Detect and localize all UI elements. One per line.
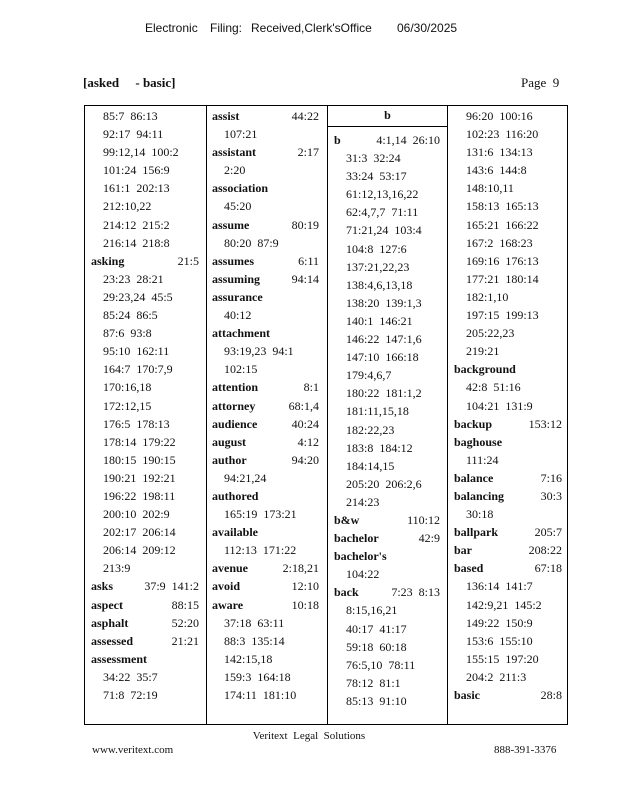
page-line-refs: 76:5,10 78:11 <box>346 657 416 672</box>
index-entry <box>454 469 562 487</box>
page-line-refs: 85:7 86:13 <box>103 109 158 123</box>
page-line-refs: 214:12 215:2 <box>103 217 170 232</box>
index-entry <box>212 288 319 306</box>
page-line-refs: 172:12,15 <box>103 398 152 413</box>
footer-company: Veritext Legal Solutions <box>252 730 366 742</box>
page-line-refs: 80:20 87:9 <box>224 235 279 250</box>
index-word: bachelor <box>334 531 379 546</box>
index-entry <box>91 577 199 595</box>
page-line-refs: 87:6 93:8 <box>103 326 152 341</box>
page-line-refs: 92:17 94:11 <box>103 127 164 142</box>
page-line-refs: 205:7 <box>534 525 562 540</box>
page-line-refs: 34:22 35:7 <box>103 669 158 684</box>
index-entry <box>334 131 440 149</box>
index-word: asks <box>91 579 114 594</box>
page-line-refs: 137:21,22,23 <box>346 259 410 274</box>
page-line-refs: 2:18,21 <box>282 561 319 576</box>
index-table <box>84 105 568 725</box>
page-line-refs: 159:3 164:18 <box>224 669 291 684</box>
index-entry <box>334 529 440 547</box>
index-word: balance <box>454 470 494 485</box>
index-entry <box>212 415 319 433</box>
page-line-refs: 78:12 81:1 <box>346 675 401 690</box>
index-entry <box>212 143 319 161</box>
page-line-refs: 143:6 144:8 <box>466 163 527 178</box>
page-line-refs: 102:15 <box>224 362 258 377</box>
index-entry <box>212 487 319 505</box>
page-line-refs: 31:3 32:24 <box>346 151 401 166</box>
index-word: assuming <box>212 271 261 286</box>
index-word: avoid <box>212 579 241 594</box>
index-word: aware <box>212 597 244 612</box>
page-line-refs: 44:22 <box>291 109 319 123</box>
index-column-3 <box>328 106 447 710</box>
page-line-refs: 196:22 198:11 <box>103 488 176 503</box>
index-word: asphalt <box>91 615 129 630</box>
index-entry <box>212 107 319 125</box>
index-word: assessment <box>91 651 147 666</box>
page-line-refs: 94:21,24 <box>224 470 267 485</box>
index-entry <box>91 252 199 270</box>
page-line-refs: 8:15,16,21 <box>346 603 398 618</box>
page-line-refs: 158:13 165:13 <box>466 199 539 214</box>
index-entry <box>454 487 562 505</box>
page-line-refs: 165:19 173:21 <box>224 507 297 522</box>
page-line-refs: 40:12 <box>224 308 252 323</box>
page-line-refs: 2:20 <box>224 163 246 178</box>
index-word: attorney <box>212 398 256 413</box>
page-line-refs: 170:16,18 <box>103 380 152 395</box>
page-line-refs: 52:20 <box>171 615 199 630</box>
page-line-refs: 4:1,14 26:10 <box>376 133 440 147</box>
index-entry <box>334 547 440 565</box>
page-line-refs: 7:23 8:13 <box>391 585 440 600</box>
index-word: back <box>334 585 359 600</box>
page-line-refs: 136:14 141:7 <box>466 579 533 594</box>
index-column-1 <box>91 107 199 704</box>
footer-phone: 888-391-3376 <box>494 744 557 756</box>
page-line-refs: 94:14 <box>291 271 319 286</box>
page-line-refs: 205:22,23 <box>466 326 515 341</box>
page-line-refs: 68:1,4 <box>288 398 319 413</box>
page-line-refs: 208:22 <box>528 543 562 558</box>
index-entry <box>454 433 562 451</box>
page-line-refs: 110:12 <box>407 512 440 527</box>
page-line-refs: 95:10 162:11 <box>103 344 170 359</box>
index-entry <box>334 583 440 601</box>
index-entry <box>212 523 319 541</box>
page-line-refs: 176:5 178:13 <box>103 416 170 431</box>
page-line-refs: 164:7 170:7,9 <box>103 362 173 377</box>
page-line-refs: 112:13 171:22 <box>224 543 297 558</box>
index-word: assurance <box>212 289 263 304</box>
index-word: asking <box>91 253 125 268</box>
page-number: Page 9 <box>521 75 560 90</box>
index-entry <box>454 559 562 577</box>
index-entry <box>212 252 319 270</box>
index-word: author <box>212 452 247 467</box>
index-word: based <box>454 561 484 576</box>
index-entry <box>334 511 440 529</box>
index-word: avenue <box>212 561 248 576</box>
page-line-refs: 138:20 139:1,3 <box>346 295 422 310</box>
index-column-4 <box>454 107 562 704</box>
index-entry <box>454 686 562 704</box>
index-word: authored <box>212 488 259 503</box>
page-line-refs: 104:21 131:9 <box>466 398 533 413</box>
index-entry <box>454 541 562 559</box>
index-range: [asked - basic] <box>83 75 176 90</box>
page-line-refs: 142:15,18 <box>224 651 273 666</box>
index-entry <box>454 415 562 433</box>
index-entry <box>454 523 562 541</box>
page-line-refs: 7:16 <box>540 470 562 485</box>
page-line-refs: 42:9 <box>418 531 440 546</box>
page-line-refs: 180:22 181:1,2 <box>346 386 422 401</box>
page-line-refs: 200:10 202:9 <box>103 507 170 522</box>
index-word: attachment <box>212 326 270 341</box>
page-line-refs: 140:1 146:21 <box>346 313 413 328</box>
page-line-refs: 8:1 <box>303 380 319 395</box>
index-entry <box>212 451 319 469</box>
page-line-refs: 21:5 <box>177 253 199 268</box>
index-entry <box>91 596 199 614</box>
page-line-refs: 148:10,11 <box>466 181 514 196</box>
page-line-refs: 174:11 181:10 <box>224 688 297 702</box>
page-line-refs: 59:18 60:18 <box>346 639 407 654</box>
page-line-refs: 149:22 150:9 <box>466 615 533 630</box>
index-word: bar <box>454 543 472 558</box>
letter-heading: b <box>384 108 391 122</box>
page-line-refs: 205:20 206:2,6 <box>346 476 422 491</box>
page-line-refs: 45:20 <box>224 199 252 214</box>
page-line-refs: 29:23,24 45:5 <box>103 289 173 304</box>
index-word: assumes <box>212 253 255 268</box>
page-line-refs: 12:10 <box>291 579 319 594</box>
page-line-refs: 142:9,21 145:2 <box>466 597 542 612</box>
page-line-refs: 21:21 <box>171 633 199 648</box>
page-line-refs: 102:23 116:20 <box>466 127 539 142</box>
index-word: audience <box>212 416 258 431</box>
page-line-refs: 213:9 <box>103 561 131 576</box>
index-word: b <box>334 133 341 147</box>
page-line-refs: 138:4,6,13,18 <box>346 277 413 292</box>
page-line-refs: 107:21 <box>224 127 258 142</box>
page-line-refs: 214:23 <box>346 494 380 509</box>
page-line-refs: 131:6 134:13 <box>466 145 533 160</box>
page-line-refs: 88:3 135:14 <box>224 633 285 648</box>
page-line-refs: 181:11,15,18 <box>346 404 409 419</box>
index-word: baghouse <box>454 434 503 449</box>
page-line-refs: 206:14 209:12 <box>103 543 176 558</box>
letter-heading-bar <box>328 106 447 127</box>
page-line-refs: 6:11 <box>298 253 319 268</box>
page-line-refs: 153:6 155:10 <box>466 633 533 648</box>
page-line-refs: 71:21,24 103:4 <box>346 223 422 238</box>
index-entry <box>91 614 199 632</box>
index-word: attention <box>212 380 258 395</box>
page-line-refs: 153:12 <box>528 416 562 431</box>
page-line-refs: 85:13 91:10 <box>346 693 407 708</box>
column-divider <box>206 106 207 724</box>
page-line-refs: 30:3 <box>540 488 562 503</box>
page-line-refs: 23:23 28:21 <box>103 271 164 286</box>
index-word: bachelor's <box>334 549 387 564</box>
filing-received: Received,Clerk'sOffice <box>251 21 372 35</box>
page-line-refs: 177:21 180:14 <box>466 271 539 286</box>
index-word: backup <box>454 416 493 431</box>
index-entry <box>454 360 562 378</box>
page-line-refs: 2:17 <box>297 145 319 160</box>
page-line-refs: 183:8 184:12 <box>346 440 413 455</box>
index-word: balancing <box>454 488 505 503</box>
index-word: basic <box>454 688 481 702</box>
page-line-refs: 111:24 <box>466 452 499 467</box>
page-line-refs: 101:24 156:9 <box>103 163 170 178</box>
page-line-refs: 4:12 <box>297 434 319 449</box>
index-word: available <box>212 525 259 540</box>
page-line-refs: 147:10 166:18 <box>346 350 419 365</box>
page-line-refs: 182:1,10 <box>466 289 509 304</box>
page-line-refs: 10:18 <box>291 597 319 612</box>
page-line-refs: 104:22 <box>346 567 380 582</box>
page-line-refs: 96:20 100:16 <box>466 109 533 123</box>
page-line-refs: 28:8 <box>540 688 562 702</box>
index-entry <box>212 378 319 396</box>
page-line-refs: 184:14,15 <box>346 458 395 473</box>
index-entry <box>212 270 319 288</box>
page-line-refs: 71:8 72:19 <box>103 688 158 702</box>
index-entry <box>91 632 199 650</box>
page-line-refs: 167:2 168:23 <box>466 235 533 250</box>
index-word: assist <box>212 109 240 123</box>
page-line-refs: 155:15 197:20 <box>466 651 539 666</box>
page-line-refs: 61:12,13,16,22 <box>346 187 419 202</box>
index-column-2 <box>212 107 319 704</box>
index-word: assessed <box>91 633 134 648</box>
page-line-refs: 161:1 202:13 <box>103 181 170 196</box>
index-word: august <box>212 434 247 449</box>
page-line-refs: 62:4,7,7 71:11 <box>346 205 419 220</box>
page-line-refs: 197:15 199:13 <box>466 308 539 323</box>
page-line-refs: 37:9 141:2 <box>144 579 199 594</box>
page-line-refs: 85:24 86:5 <box>103 308 158 323</box>
index-word: association <box>212 181 269 196</box>
page-line-refs: 33:24 53:17 <box>346 169 407 184</box>
page-line-refs: 93:19,23 94:1 <box>224 344 294 359</box>
page-line-refs: 88:15 <box>171 597 199 612</box>
page-line-refs: 202:17 206:14 <box>103 525 176 540</box>
page-line-refs: 37:18 63:11 <box>224 615 285 630</box>
index-entry <box>212 179 319 197</box>
page-line-refs: 216:14 218:8 <box>103 235 170 250</box>
page-line-refs: 179:4,6,7 <box>346 368 392 383</box>
index-word: b&w <box>334 512 360 527</box>
index-word: background <box>454 362 516 377</box>
index-word: assistant <box>212 145 257 160</box>
page-line-refs: 204:2 211:3 <box>466 669 527 684</box>
filing-electronic: Electronic <box>145 21 198 35</box>
page-line-refs: 94:20 <box>291 452 319 467</box>
index-entry <box>212 216 319 234</box>
index-entry <box>212 324 319 342</box>
index-entry <box>212 596 319 614</box>
index-word: aspect <box>91 597 123 612</box>
page-line-refs: 99:12,14 100:2 <box>103 145 179 160</box>
column-divider <box>447 106 448 724</box>
index-entry <box>91 650 199 668</box>
page-line-refs: 212:10,22 <box>103 199 152 214</box>
page-line-refs: 180:15 190:15 <box>103 452 176 467</box>
page-line-refs: 104:8 127:6 <box>346 241 407 256</box>
page-line-refs: 67:18 <box>534 561 562 576</box>
page-line-refs: 190:21 192:21 <box>103 470 176 485</box>
index-entry <box>212 397 319 415</box>
page-line-refs: 178:14 179:22 <box>103 434 176 449</box>
page-line-refs: 219:21 <box>466 344 500 359</box>
page-line-refs: 165:21 166:22 <box>466 217 539 232</box>
filing-date: 06/30/2025 <box>397 21 458 35</box>
index-entry <box>212 433 319 451</box>
page-line-refs: 40:17 41:17 <box>346 621 407 636</box>
page-line-refs: 42:8 51:16 <box>466 380 521 395</box>
page-line-refs: 80:19 <box>291 217 319 232</box>
page-line-refs: 182:22,23 <box>346 422 395 437</box>
page-line-refs: 40:24 <box>291 416 319 431</box>
page-line-refs: 30:18 <box>466 507 494 522</box>
page-line-refs: 169:16 176:13 <box>466 253 539 268</box>
index-entry <box>212 577 319 595</box>
index-word: ballpark <box>454 525 499 540</box>
index-entry <box>212 559 319 577</box>
page-line-refs: 146:22 147:1,6 <box>346 332 422 347</box>
footer-website: www.veritext.com <box>92 744 174 756</box>
index-word: assume <box>212 217 250 232</box>
filing-label: Filing: <box>210 21 243 35</box>
